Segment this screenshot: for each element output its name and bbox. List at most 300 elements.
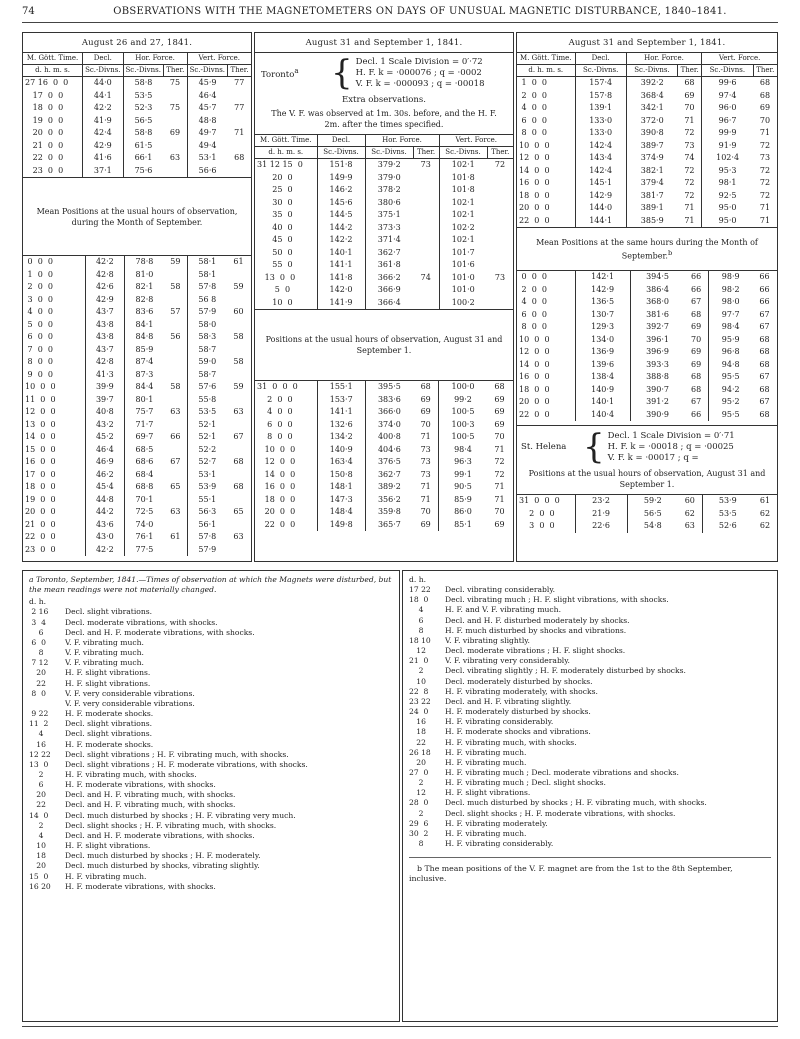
bottom-rule — [22, 1026, 778, 1027]
note-time: 15 0 — [29, 871, 49, 881]
time-cell: 23 0 0 — [23, 544, 85, 557]
time-cell: 17 0 0 — [23, 469, 85, 482]
value-cell — [487, 197, 513, 210]
table-row — [23, 494, 251, 507]
value-cell: 85·9 — [454, 494, 472, 504]
note-item — [29, 638, 393, 648]
note-time — [29, 699, 65, 709]
time-cell: 0 0 0 — [23, 256, 85, 269]
toronto-footnote-mark: a — [294, 66, 299, 76]
value-cell: 379·4 — [640, 178, 664, 187]
note-time: 14 0 — [29, 810, 49, 820]
middle-panel — [254, 32, 514, 562]
value-cell: 43·2 — [85, 419, 125, 432]
note-time: 2 — [29, 820, 44, 830]
note-time: 13 0 — [29, 759, 49, 769]
value-cell — [487, 222, 513, 235]
value-cell: 95·0 — [718, 215, 737, 225]
value-cell: 52·3 — [134, 103, 153, 112]
time-cell: 19 0 0 — [23, 115, 83, 128]
value-cell: 390·7 — [646, 384, 669, 394]
value-cell: 52·1 — [198, 432, 217, 441]
note-item — [409, 687, 771, 697]
value-cell — [487, 247, 513, 260]
note-item — [29, 882, 393, 892]
time-cell: 14 0 0 — [517, 165, 575, 178]
time-cell: 2 0 0 — [517, 508, 575, 521]
value-cell: 61·5 — [134, 140, 153, 150]
note-item — [409, 707, 771, 717]
table-row — [517, 520, 777, 533]
value-cell: 70 — [678, 102, 702, 115]
note-item — [29, 831, 393, 841]
hdr-hor: Hor. Force. — [626, 53, 701, 65]
value-cell: 389·2 — [377, 482, 401, 491]
table-row — [517, 359, 777, 372]
value-cell: 95·2 — [721, 397, 740, 406]
value-cell: 69 — [684, 359, 708, 372]
note-text: Decl. vibrating considerably. — [445, 585, 556, 595]
value-cell: 46·4 — [85, 444, 125, 457]
value-cell: 57·8 — [198, 532, 217, 541]
st-helena-line-1: Decl. 1 Scale Division = 0′·71 — [607, 430, 735, 441]
value-cell: 68 — [759, 78, 771, 87]
note-time: 9 22 — [29, 709, 49, 719]
note-time: 26 18 — [409, 747, 431, 757]
table-row — [517, 102, 777, 115]
value-cell: 69 — [678, 90, 702, 103]
time-cell: 40 0 — [255, 222, 317, 235]
value-cell: 71 — [759, 215, 771, 225]
left-table-aug — [23, 53, 251, 177]
value-cell: 72 — [759, 140, 771, 150]
value-cell: 53·5 — [134, 90, 153, 100]
table-row — [23, 394, 251, 407]
value-cell: 56·5 — [643, 508, 662, 518]
value-cell: 59 — [233, 282, 244, 291]
middle-panel-title: August 31 and September 1, 1841. — [255, 33, 513, 53]
sub-sc: Sc.-Divns. — [365, 147, 413, 159]
value-cell: 133·0 — [575, 127, 626, 140]
value-cell: 55·8 — [198, 394, 217, 404]
time-cell: 22 0 0 — [23, 531, 85, 544]
time-cell: 20 0 — [255, 172, 317, 185]
note-time: 21 0 — [409, 656, 429, 666]
value-cell: 98·1 — [718, 178, 737, 187]
value-cell: 368·4 — [640, 90, 664, 100]
value-cell: 66 — [684, 284, 708, 297]
note-text: Decl. slight vibrations ; H. F. moderate vibrations, with shocks. — [65, 759, 308, 769]
value-cell: 81·0 — [135, 269, 154, 279]
time-cell: 18 0 0 — [23, 481, 85, 494]
value-cell: 139·6 — [575, 359, 630, 372]
table-row — [255, 456, 513, 469]
time-cell: 10 0 — [255, 297, 317, 310]
note-time: 10 — [29, 841, 46, 851]
value-cell: 57 — [164, 306, 188, 319]
value-cell — [227, 344, 251, 357]
value-cell: 77 — [234, 78, 245, 87]
value-cell — [487, 284, 513, 297]
value-cell: 98·4 — [454, 444, 472, 454]
value-cell: 148·1 — [317, 481, 365, 494]
value-cell: 382·1 — [640, 165, 664, 175]
time-cell: 9 0 0 — [23, 369, 85, 382]
value-cell: 68·8 — [135, 482, 154, 491]
left-caption: Mean Positions at the usual hours of observation, during the Month of September. — [23, 177, 251, 256]
value-cell: 71 — [494, 494, 505, 504]
value-cell: 67 — [759, 397, 770, 406]
note-text: V. F. vibrating slightly. — [445, 635, 530, 645]
note-text: V. F. vibrating much. — [65, 658, 144, 668]
note-time: 11 2 — [29, 719, 49, 729]
value-cell: 71 — [678, 215, 702, 228]
value-cell: 72 — [678, 190, 702, 203]
value-cell: 102·2 — [451, 222, 475, 232]
note-item — [409, 768, 771, 778]
value-cell: 42·4 — [83, 127, 123, 140]
value-cell: 40·8 — [85, 406, 125, 419]
note-item — [29, 841, 393, 851]
table-row — [23, 140, 251, 153]
value-cell — [228, 140, 251, 153]
value-cell — [413, 259, 439, 272]
note-text: V. F. very considerable vibrations. — [65, 688, 195, 698]
value-cell: 373·3 — [377, 222, 401, 232]
value-cell: 379·2 — [377, 160, 401, 169]
time-cell: 25 0 — [255, 184, 317, 197]
note-item — [409, 727, 771, 737]
value-cell: 68 — [684, 309, 708, 322]
st-helena-block — [517, 425, 777, 533]
value-cell: 42·2 — [83, 102, 123, 115]
sub-ther: Ther. — [228, 65, 251, 77]
value-cell: 72 — [494, 457, 505, 466]
note-text: H. F. vibrating considerably. — [445, 839, 554, 849]
value-cell: 42·6 — [85, 281, 125, 294]
time-cell: 31 0 0 0 — [255, 381, 317, 394]
note-text: H. F. moderate shocks. — [65, 739, 154, 749]
value-cell: 87·4 — [135, 357, 154, 366]
sub-ther: Ther. — [753, 65, 777, 77]
note-text: H. F. moderate vibrations, with shocks. — [65, 881, 216, 891]
note-text: Decl. and H. F. moderate vibrations, with shocks. — [65, 627, 255, 637]
table-row — [23, 90, 251, 103]
value-cell: 68 — [233, 457, 244, 466]
table-row — [517, 165, 777, 178]
value-cell: 66 — [684, 271, 708, 284]
value-cell: 87·3 — [135, 369, 154, 379]
value-cell — [164, 369, 188, 382]
value-cell: 72 — [678, 127, 702, 140]
value-cell: 149·8 — [317, 519, 365, 532]
value-cell: 140·9 — [317, 444, 365, 457]
value-cell: 68 — [684, 384, 708, 397]
value-cell: 102·1 — [451, 197, 475, 207]
note-text: H. F. vibrating considerably. — [445, 717, 554, 727]
value-cell: 54·8 — [643, 521, 662, 530]
value-cell — [228, 90, 251, 103]
value-cell: 95·5 — [721, 372, 740, 381]
time-cell: 21 0 0 — [23, 519, 85, 532]
time-cell: 20 0 0 — [517, 202, 575, 215]
time-cell: 18 0 0 — [255, 494, 317, 507]
value-cell: 140·9 — [575, 384, 630, 397]
time-cell: 16 0 0 — [517, 371, 575, 384]
value-cell: 96·0 — [718, 103, 737, 112]
value-cell: 84·4 — [135, 382, 154, 391]
hdr-vert: Vert. Force. — [187, 53, 251, 65]
value-cell: 100·3 — [451, 419, 475, 429]
value-cell: 144·0 — [575, 202, 626, 215]
left-table-sept — [23, 256, 251, 556]
note-item — [29, 750, 393, 760]
value-cell: 73 — [413, 469, 439, 482]
value-cell: 52·1 — [198, 419, 217, 429]
table-row — [255, 469, 513, 482]
value-cell: 49·4 — [198, 140, 217, 150]
table-row — [23, 127, 251, 140]
value-cell: 49·7 — [198, 128, 217, 137]
value-cell — [413, 247, 439, 260]
time-cell: 6 0 0 — [23, 331, 85, 344]
value-cell: 58 — [164, 281, 188, 294]
table-row — [517, 321, 777, 334]
value-cell — [413, 184, 439, 197]
note-text: H. F. slight vibrations. — [65, 668, 151, 678]
value-cell: 395·5 — [377, 382, 401, 391]
note-time: 16 — [29, 739, 46, 749]
note-item — [409, 626, 771, 636]
value-cell: 61 — [759, 496, 771, 505]
value-cell: 362·7 — [377, 469, 401, 479]
value-cell: 63 — [233, 407, 244, 416]
table-row — [255, 381, 513, 394]
value-cell: 73 — [678, 140, 702, 153]
note-time: 22 — [29, 800, 46, 810]
value-cell: 68·6 — [135, 457, 154, 466]
value-cell: 374·9 — [640, 153, 664, 162]
value-cell — [227, 444, 251, 457]
value-cell: 56·3 — [198, 507, 217, 516]
time-cell: 55 0 — [255, 259, 317, 272]
value-cell: 41·3 — [85, 369, 125, 382]
value-cell: 69 — [494, 519, 505, 529]
value-cell: 98·2 — [721, 284, 740, 294]
sub-sc: Sc.-Divns. — [575, 65, 626, 77]
notes-heading: a Toronto, September, 1841.—Times of observation at which the Magnets were disturbed, but the mean readings were not materially changed. — [29, 575, 392, 595]
value-cell: 84·8 — [135, 332, 154, 341]
note-text: H. F. slight vibrations. — [65, 678, 151, 688]
time-cell: 18 0 0 — [23, 102, 83, 115]
value-cell: 66·1 — [134, 153, 153, 162]
value-cell: 385·9 — [640, 215, 664, 225]
table-row — [255, 494, 513, 507]
time-cell: 18 0 0 — [517, 384, 575, 397]
value-cell: 69 — [684, 321, 708, 334]
value-cell — [413, 209, 439, 222]
right-panel-title: August 31 and September 1, 1841. — [517, 33, 777, 53]
note-time: 20 — [29, 668, 46, 678]
note-text: H. F. and V. F. vibrating much. — [445, 605, 561, 615]
toronto-line-2: H. F. k = ·000076 ; q = ·0002 — [355, 67, 482, 78]
value-cell: 58·0 — [198, 319, 217, 329]
table-row — [23, 269, 251, 282]
value-cell: 71 — [413, 431, 439, 444]
value-cell: 94·8 — [721, 359, 740, 369]
value-cell — [227, 294, 251, 307]
note-item — [409, 677, 771, 687]
notes-col-head: d. h. — [409, 575, 426, 584]
note-time: 3 4 — [29, 617, 46, 627]
value-cell — [413, 234, 439, 247]
value-cell: 91·9 — [718, 140, 737, 150]
value-cell: 142·4 — [575, 140, 626, 153]
note-item — [29, 790, 393, 800]
value-cell: 58·1 — [198, 257, 217, 266]
value-cell — [227, 394, 251, 407]
notes-left — [22, 570, 400, 1022]
time-cell: 50 0 — [255, 247, 317, 260]
note-time: 12 — [409, 646, 426, 656]
value-cell: 129·3 — [575, 321, 630, 334]
note-item — [409, 616, 771, 626]
note-item — [29, 740, 393, 750]
note-item — [29, 668, 393, 678]
table-row — [23, 77, 251, 90]
value-cell: 44·0 — [83, 77, 123, 90]
value-cell — [164, 294, 188, 307]
value-cell — [164, 469, 188, 482]
value-cell: 53·1 — [198, 153, 217, 162]
time-cell: 13 0 0 — [23, 419, 85, 432]
value-cell: 58·7 — [198, 369, 217, 379]
value-cell: 142·2 — [317, 234, 365, 247]
value-cell: 391·2 — [646, 397, 669, 406]
value-cell: 141·8 — [317, 272, 365, 285]
note-text: H. F. slight vibrations. — [65, 841, 151, 851]
value-cell: 66 — [164, 431, 188, 444]
value-cell: 90·5 — [454, 482, 472, 491]
st-helena-constants: St. Helena { Decl. 1 Scale Division = 0′·71 H. F. k = ·00018 ; q = ·00025 V. F. k = ·00017 ; q = — [521, 427, 735, 467]
note-time: 4 — [409, 605, 424, 615]
value-cell: 44·1 — [83, 90, 123, 103]
note-text: Decl. moderate vibrations, with shocks. — [65, 617, 218, 627]
table-row — [23, 152, 251, 165]
notes-col-head: d. h. — [29, 597, 46, 607]
time-cell: 4 0 0 — [517, 102, 575, 115]
note-text: Decl. much disturbed by shocks ; H. F. moderately. — [65, 851, 261, 861]
value-cell: 96·3 — [454, 457, 472, 466]
sub-sc: Sc.-Divns. — [439, 147, 487, 159]
note-text: H. F. slight vibrations. — [445, 788, 531, 798]
sub-ther: Ther. — [678, 65, 702, 77]
hdr-time: M. Gött. Time. — [23, 53, 83, 65]
value-cell — [164, 544, 188, 557]
value-cell: 368·0 — [646, 297, 669, 306]
table-row — [23, 456, 251, 469]
value-cell: 356·2 — [377, 494, 401, 504]
value-cell: 68 — [234, 153, 245, 162]
sub-sc: Sc.-Divns. — [626, 65, 677, 77]
value-cell: 394·5 — [646, 272, 669, 281]
value-cell — [227, 494, 251, 507]
value-cell: 58 — [233, 357, 244, 366]
time-cell: 13 0 0 — [255, 272, 317, 285]
value-cell: 71 — [678, 115, 702, 128]
value-cell: 43·7 — [85, 344, 125, 357]
time-cell: 23 0 0 — [23, 165, 83, 178]
value-cell: 390·8 — [640, 128, 664, 137]
value-cell: 141·1 — [317, 406, 365, 419]
note-time: 6 — [29, 627, 44, 637]
note-item — [409, 656, 771, 666]
value-cell: 82·1 — [135, 282, 154, 291]
note-item — [409, 798, 771, 808]
value-cell: 52·6 — [718, 521, 737, 530]
table-row — [517, 90, 777, 103]
sub-ther: Ther. — [163, 65, 187, 77]
value-cell: 155·1 — [317, 381, 365, 394]
table-row — [517, 77, 777, 90]
sub-ther: Ther. — [487, 147, 513, 159]
value-cell: 42·2 — [85, 544, 125, 557]
value-cell — [163, 140, 187, 153]
value-cell — [487, 259, 513, 272]
value-cell: 95·9 — [721, 334, 740, 344]
value-cell: 48·8 — [198, 115, 217, 125]
value-cell — [164, 319, 188, 332]
value-cell: 396·9 — [646, 347, 669, 356]
value-cell: 73 — [413, 159, 439, 172]
table-row — [255, 259, 513, 272]
sub-time: d. h. m. s. — [517, 65, 575, 77]
value-cell: 72 — [759, 165, 771, 175]
value-cell: 53·5 — [198, 407, 217, 416]
table-row — [517, 190, 777, 203]
time-cell: 8 0 0 — [255, 431, 317, 444]
time-cell: 16 0 0 — [255, 481, 317, 494]
value-cell: 101·8 — [451, 185, 475, 194]
note-time: 16 — [409, 717, 426, 727]
note-item — [409, 829, 771, 839]
note-time: 27 0 — [409, 767, 429, 777]
value-cell — [413, 284, 439, 297]
value-cell: 76·1 — [135, 532, 154, 541]
value-cell: 68 — [684, 371, 708, 384]
value-cell: 57·6 — [198, 382, 217, 391]
value-cell — [227, 544, 251, 557]
table-row — [517, 284, 777, 297]
note-time: 20 — [29, 790, 46, 800]
value-cell: 68 — [413, 381, 439, 394]
time-cell: 22 0 0 — [23, 152, 83, 165]
value-cell: 133·0 — [575, 115, 626, 128]
hdr-vert: Vert. Force. — [439, 135, 513, 147]
value-cell: 101·0 — [451, 285, 475, 294]
value-cell: 69 — [494, 419, 505, 429]
value-cell: 388·8 — [646, 372, 669, 381]
table-row — [23, 294, 251, 307]
right-caption-text: Mean Positions at the same hours during the Month of September. — [536, 237, 758, 261]
toronto-line-3: V. F. k = ·000093 ; q = ·00018 — [355, 78, 485, 89]
value-cell: 361·8 — [377, 260, 401, 269]
value-cell: 73 — [494, 272, 506, 282]
table-row — [255, 406, 513, 419]
time-cell: 17 0 0 — [23, 90, 83, 103]
note-item — [409, 819, 771, 829]
table-row — [255, 159, 513, 172]
